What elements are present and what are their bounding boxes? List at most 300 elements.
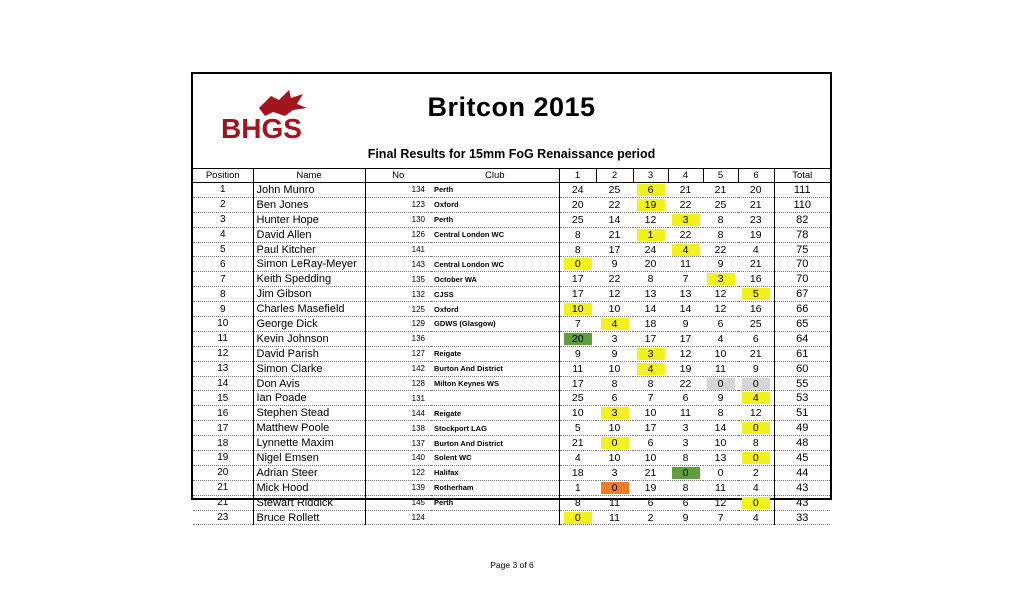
score-value: 8: [611, 377, 618, 390]
score-cell: [738, 197, 774, 212]
score-value: 20: [571, 198, 584, 211]
table-row: [193, 242, 830, 257]
score-cell: [738, 510, 774, 525]
score-value: 25: [571, 213, 584, 226]
score-cell: [559, 183, 596, 198]
club-cell: Stockport LAG: [431, 421, 559, 436]
club-cell: CJSS: [431, 287, 559, 302]
score-cell: [559, 212, 596, 227]
total-cell: 43: [774, 495, 830, 510]
score-cell: [738, 272, 774, 287]
club-cell: Perth: [431, 183, 559, 198]
table-row: [193, 510, 830, 525]
score-cell: [559, 346, 596, 361]
position-cell: 21: [193, 495, 253, 510]
score-value: 10: [571, 407, 584, 420]
table-row: [193, 317, 830, 332]
club-cell: Burton And District: [431, 361, 559, 376]
position-cell: 4: [193, 227, 253, 242]
score-value: 13: [679, 288, 692, 301]
score-cell: [668, 346, 703, 361]
name-cell: Hunter Hope: [253, 212, 365, 227]
score-cell: [596, 302, 633, 317]
number-cell: 126: [365, 227, 431, 242]
score-value: 19: [637, 199, 665, 211]
score-value: 8: [647, 273, 654, 286]
score-cell: [668, 451, 703, 466]
score-cell: [596, 391, 633, 406]
score-value: 7: [647, 392, 654, 405]
score-value: 12: [714, 303, 727, 316]
score-value: 21: [714, 183, 727, 196]
score-cell: [703, 257, 738, 272]
score-cell: [703, 495, 738, 510]
score-cell: [633, 376, 668, 391]
club-cell: Oxford: [431, 197, 559, 212]
score-value: 12: [714, 288, 727, 301]
club-cell: Reigate: [431, 346, 559, 361]
score-value: 21: [749, 258, 762, 271]
score-value: 17: [571, 273, 584, 286]
score-cell: [668, 257, 703, 272]
score-cell: [559, 242, 596, 257]
score-cell: [559, 510, 596, 525]
number-cell: 129: [365, 317, 431, 332]
score-value: 14: [644, 303, 657, 316]
name-cell: Lynnette Maxim: [253, 436, 365, 451]
score-cell: [668, 302, 703, 317]
score-value: 0: [742, 378, 770, 390]
number-cell: 127: [365, 346, 431, 361]
position-cell: 7: [193, 272, 253, 287]
table-row: [193, 421, 830, 436]
score-value: 10: [608, 451, 621, 464]
score-value: 24: [644, 243, 657, 256]
score-cell: [596, 406, 633, 421]
number-cell: 144: [365, 406, 431, 421]
position-cell: 21: [193, 480, 253, 495]
col-header: No: [365, 169, 431, 183]
score-value: 19: [679, 362, 692, 375]
score-cell: [738, 421, 774, 436]
score-value: 0: [742, 452, 770, 464]
score-cell: [633, 272, 668, 287]
score-value: 10: [644, 407, 657, 420]
score-value: 12: [714, 496, 727, 509]
score-cell: [559, 406, 596, 421]
score-cell: [668, 376, 703, 391]
page-footer: Page 3 of 6: [490, 560, 534, 570]
score-cell: [633, 421, 668, 436]
score-value: 4: [752, 243, 759, 256]
score-cell: [738, 480, 774, 495]
name-cell: David Allen: [253, 227, 365, 242]
table-row: [193, 197, 830, 212]
score-value: 11: [609, 511, 620, 524]
position-cell: 20: [193, 465, 253, 480]
table-row: [193, 436, 830, 451]
score-value: 23: [749, 213, 762, 226]
score-value: 4: [717, 332, 724, 345]
total-cell: 66: [774, 302, 830, 317]
score-value: 25: [714, 198, 727, 211]
table-row: [193, 361, 830, 376]
total-cell: 33: [774, 510, 830, 525]
name-cell: George Dick: [253, 317, 365, 332]
score-cell: [633, 242, 668, 257]
col-header: 6: [738, 169, 774, 183]
score-cell: [633, 451, 668, 466]
score-value: 14: [679, 303, 692, 316]
col-header: 5: [703, 169, 738, 183]
score-cell: [633, 317, 668, 332]
total-cell: 70: [774, 257, 830, 272]
score-value: 0: [717, 466, 724, 479]
score-cell: [559, 421, 596, 436]
total-cell: 82: [774, 212, 830, 227]
position-cell: 15: [193, 391, 253, 406]
score-value: 21: [749, 198, 762, 211]
total-cell: 64: [774, 331, 830, 346]
score-value: 2: [647, 511, 654, 524]
table-row: [193, 302, 830, 317]
score-cell: [559, 376, 596, 391]
score-value: 3: [611, 466, 618, 479]
name-cell: Kevin Johnson: [253, 331, 365, 346]
score-value: 10: [644, 451, 657, 464]
score-value: 9: [752, 362, 759, 375]
score-value: 6: [637, 184, 665, 196]
score-value: 8: [574, 243, 581, 256]
score-cell: [668, 421, 703, 436]
sheet-header: [193, 74, 830, 169]
number-cell: 139: [365, 480, 431, 495]
score-cell: [668, 495, 703, 510]
score-value: 2: [752, 466, 759, 479]
total-cell: 70: [774, 272, 830, 287]
total-cell: 55: [774, 376, 830, 391]
score-cell: [559, 331, 596, 346]
col-header: Club: [431, 169, 559, 183]
club-cell: Oxford: [431, 302, 559, 317]
score-value: 7: [682, 273, 689, 286]
table-header-row: [193, 169, 830, 183]
score-cell: [738, 317, 774, 332]
score-value: 21: [571, 437, 584, 450]
table-row: [193, 272, 830, 287]
table-row: [193, 406, 830, 421]
score-value: 0: [601, 482, 629, 494]
club-cell: [431, 331, 559, 346]
score-cell: [559, 361, 596, 376]
score-value: 11: [609, 496, 620, 509]
score-cell: [633, 302, 668, 317]
position-cell: 11: [193, 331, 253, 346]
score-value: 10: [608, 303, 621, 316]
club-cell: GDWS (Glasgow): [431, 317, 559, 332]
score-cell: [596, 346, 633, 361]
score-cell: [668, 183, 703, 198]
position-cell: 23: [193, 510, 253, 525]
score-value: 17: [571, 377, 584, 390]
club-cell: Central London WC: [431, 257, 559, 272]
score-value: 4: [601, 318, 629, 330]
score-cell: [738, 465, 774, 480]
score-cell: [738, 183, 774, 198]
score-value: 21: [749, 347, 762, 360]
score-value: 5: [574, 422, 581, 435]
total-cell: 45: [774, 451, 830, 466]
score-value: 8: [682, 451, 689, 464]
name-cell: Simon Clarke: [253, 361, 365, 376]
score-value: 20: [644, 258, 657, 271]
score-value: 1: [574, 481, 581, 494]
score-cell: [633, 227, 668, 242]
score-value: 7: [717, 511, 724, 524]
col-header: Position: [193, 169, 253, 183]
position-cell: 1: [193, 183, 253, 198]
score-value: 3: [682, 422, 689, 435]
score-value: 11: [715, 481, 726, 494]
score-value: 22: [679, 198, 692, 211]
number-cell: 131: [365, 391, 431, 406]
score-cell: [703, 331, 738, 346]
table-row: [193, 183, 830, 198]
number-cell: 122: [365, 465, 431, 480]
name-cell: Mick Hood: [253, 480, 365, 495]
score-cell: [596, 272, 633, 287]
club-cell: Rotherham: [431, 480, 559, 495]
score-value: 21: [608, 228, 621, 241]
score-cell: [633, 197, 668, 212]
table-row: [193, 480, 830, 495]
name-cell: Bruce Rollett: [253, 510, 365, 525]
page-subtitle: Final Results for 15mm FoG Renaissance period: [367, 147, 656, 161]
name-cell: Adrian Steer: [253, 465, 365, 480]
score-cell: [703, 436, 738, 451]
score-cell: [596, 480, 633, 495]
score-cell: [596, 465, 633, 480]
number-cell: 128: [365, 376, 431, 391]
position-cell: 13: [193, 361, 253, 376]
score-cell: [559, 227, 596, 242]
score-cell: [633, 436, 668, 451]
col-header: 2: [596, 169, 633, 183]
score-value: 8: [574, 496, 581, 509]
score-value: 20: [749, 183, 762, 196]
score-value: 3: [682, 437, 689, 450]
score-cell: [668, 272, 703, 287]
score-value: 3: [637, 348, 665, 360]
total-cell: 67: [774, 287, 830, 302]
name-cell: Ian Poade: [253, 391, 365, 406]
svg-text:BHGS: BHGS: [221, 113, 302, 142]
club-cell: [431, 242, 559, 257]
score-cell: [738, 331, 774, 346]
score-value: 1: [637, 229, 665, 241]
score-value: 25: [608, 183, 621, 196]
club-cell: Halifax: [431, 465, 559, 480]
table-row: [193, 391, 830, 406]
score-value: 21: [644, 466, 657, 479]
score-cell: [703, 227, 738, 242]
score-cell: [738, 257, 774, 272]
position-cell: 19: [193, 451, 253, 466]
results-table: [193, 169, 830, 525]
score-value: 9: [682, 317, 689, 330]
score-cell: [668, 242, 703, 257]
total-cell: 43: [774, 480, 830, 495]
total-cell: 75: [774, 242, 830, 257]
number-cell: 130: [365, 212, 431, 227]
score-value: 11: [680, 258, 691, 271]
score-cell: [668, 227, 703, 242]
score-value: 9: [717, 258, 724, 271]
score-cell: [633, 495, 668, 510]
score-cell: [703, 317, 738, 332]
score-cell: [703, 421, 738, 436]
score-cell: [559, 465, 596, 480]
score-cell: [633, 480, 668, 495]
score-value: 8: [717, 407, 724, 420]
score-cell: [596, 436, 633, 451]
score-cell: [596, 317, 633, 332]
score-cell: [633, 212, 668, 227]
score-cell: [738, 242, 774, 257]
position-cell: 17: [193, 421, 253, 436]
score-value: 22: [608, 273, 621, 286]
table-row: [193, 212, 830, 227]
score-value: 7: [574, 317, 581, 330]
name-cell: Paul Kitcher: [253, 242, 365, 257]
score-value: 22: [714, 243, 727, 256]
table-row: [193, 346, 830, 361]
score-value: 5: [742, 288, 770, 300]
name-cell: Stephen Stead: [253, 406, 365, 421]
score-cell: [559, 287, 596, 302]
name-cell: Stewart Riddick: [253, 495, 365, 510]
score-value: 6: [647, 496, 654, 509]
score-value: 12: [644, 213, 657, 226]
total-cell: 78: [774, 227, 830, 242]
score-cell: [633, 406, 668, 421]
score-value: 0: [601, 437, 629, 449]
score-value: 6: [647, 437, 654, 450]
score-cell: [596, 376, 633, 391]
club-cell: Milton Keynes WS: [431, 376, 559, 391]
score-cell: [633, 346, 668, 361]
total-cell: 61: [774, 346, 830, 361]
col-header: Name: [253, 169, 365, 183]
score-cell: [559, 451, 596, 466]
position-cell: 5: [193, 242, 253, 257]
score-value: 10: [714, 347, 727, 360]
score-cell: [559, 302, 596, 317]
score-value: 9: [574, 347, 581, 360]
score-value: 22: [679, 377, 692, 390]
score-value: 25: [749, 317, 762, 330]
score-cell: [738, 302, 774, 317]
score-cell: [668, 510, 703, 525]
score-value: 6: [717, 317, 724, 330]
score-cell: [596, 287, 633, 302]
name-cell: Ben Jones: [253, 197, 365, 212]
name-cell: Nigel Emsen: [253, 451, 365, 466]
score-value: 0: [742, 422, 770, 434]
score-value: 9: [717, 392, 724, 405]
score-cell: [703, 302, 738, 317]
table-row: [193, 257, 830, 272]
position-cell: 12: [193, 346, 253, 361]
score-cell: [559, 391, 596, 406]
score-value: 3: [707, 273, 735, 285]
score-cell: [633, 183, 668, 198]
club-cell: [431, 391, 559, 406]
score-value: 8: [717, 213, 724, 226]
score-value: 10: [608, 422, 621, 435]
score-cell: [633, 331, 668, 346]
score-value: 0: [564, 258, 592, 270]
score-value: 11: [680, 407, 691, 420]
table-row: [193, 376, 830, 391]
name-cell: Simon LeRay-Meyer: [253, 257, 365, 272]
score-value: 17: [608, 243, 621, 256]
score-value: 14: [714, 422, 727, 435]
score-cell: [738, 212, 774, 227]
score-value: 8: [682, 481, 689, 494]
score-value: 21: [679, 183, 692, 196]
col-header: 3: [633, 169, 668, 183]
name-cell: Jim Gibson: [253, 287, 365, 302]
score-value: 17: [644, 332, 657, 345]
score-value: 24: [571, 183, 584, 196]
score-value: 17: [679, 332, 692, 345]
number-cell: 142: [365, 361, 431, 376]
score-cell: [559, 480, 596, 495]
score-value: 4: [752, 481, 759, 494]
number-cell: 134: [365, 183, 431, 198]
club-cell: Reigate: [431, 406, 559, 421]
score-cell: [668, 436, 703, 451]
score-cell: [596, 331, 633, 346]
score-cell: [668, 212, 703, 227]
position-cell: 2: [193, 197, 253, 212]
position-cell: 10: [193, 317, 253, 332]
score-cell: [703, 212, 738, 227]
score-value: 20: [564, 333, 592, 345]
score-value: 9: [611, 347, 618, 360]
score-value: 19: [749, 228, 762, 241]
number-cell: 137: [365, 436, 431, 451]
score-value: 4: [752, 511, 759, 524]
club-cell: [431, 510, 559, 525]
total-cell: 44: [774, 465, 830, 480]
score-value: 3: [611, 332, 618, 345]
score-cell: [668, 197, 703, 212]
score-cell: [596, 421, 633, 436]
score-cell: [596, 451, 633, 466]
score-cell: [703, 242, 738, 257]
position-cell: 9: [193, 302, 253, 317]
score-value: 4: [637, 363, 665, 375]
page-title: Britcon 2015: [427, 92, 596, 122]
score-cell: [738, 391, 774, 406]
club-cell: Central London WC: [431, 227, 559, 242]
score-cell: [559, 495, 596, 510]
score-cell: [703, 480, 738, 495]
number-cell: 125: [365, 302, 431, 317]
position-cell: 16: [193, 406, 253, 421]
